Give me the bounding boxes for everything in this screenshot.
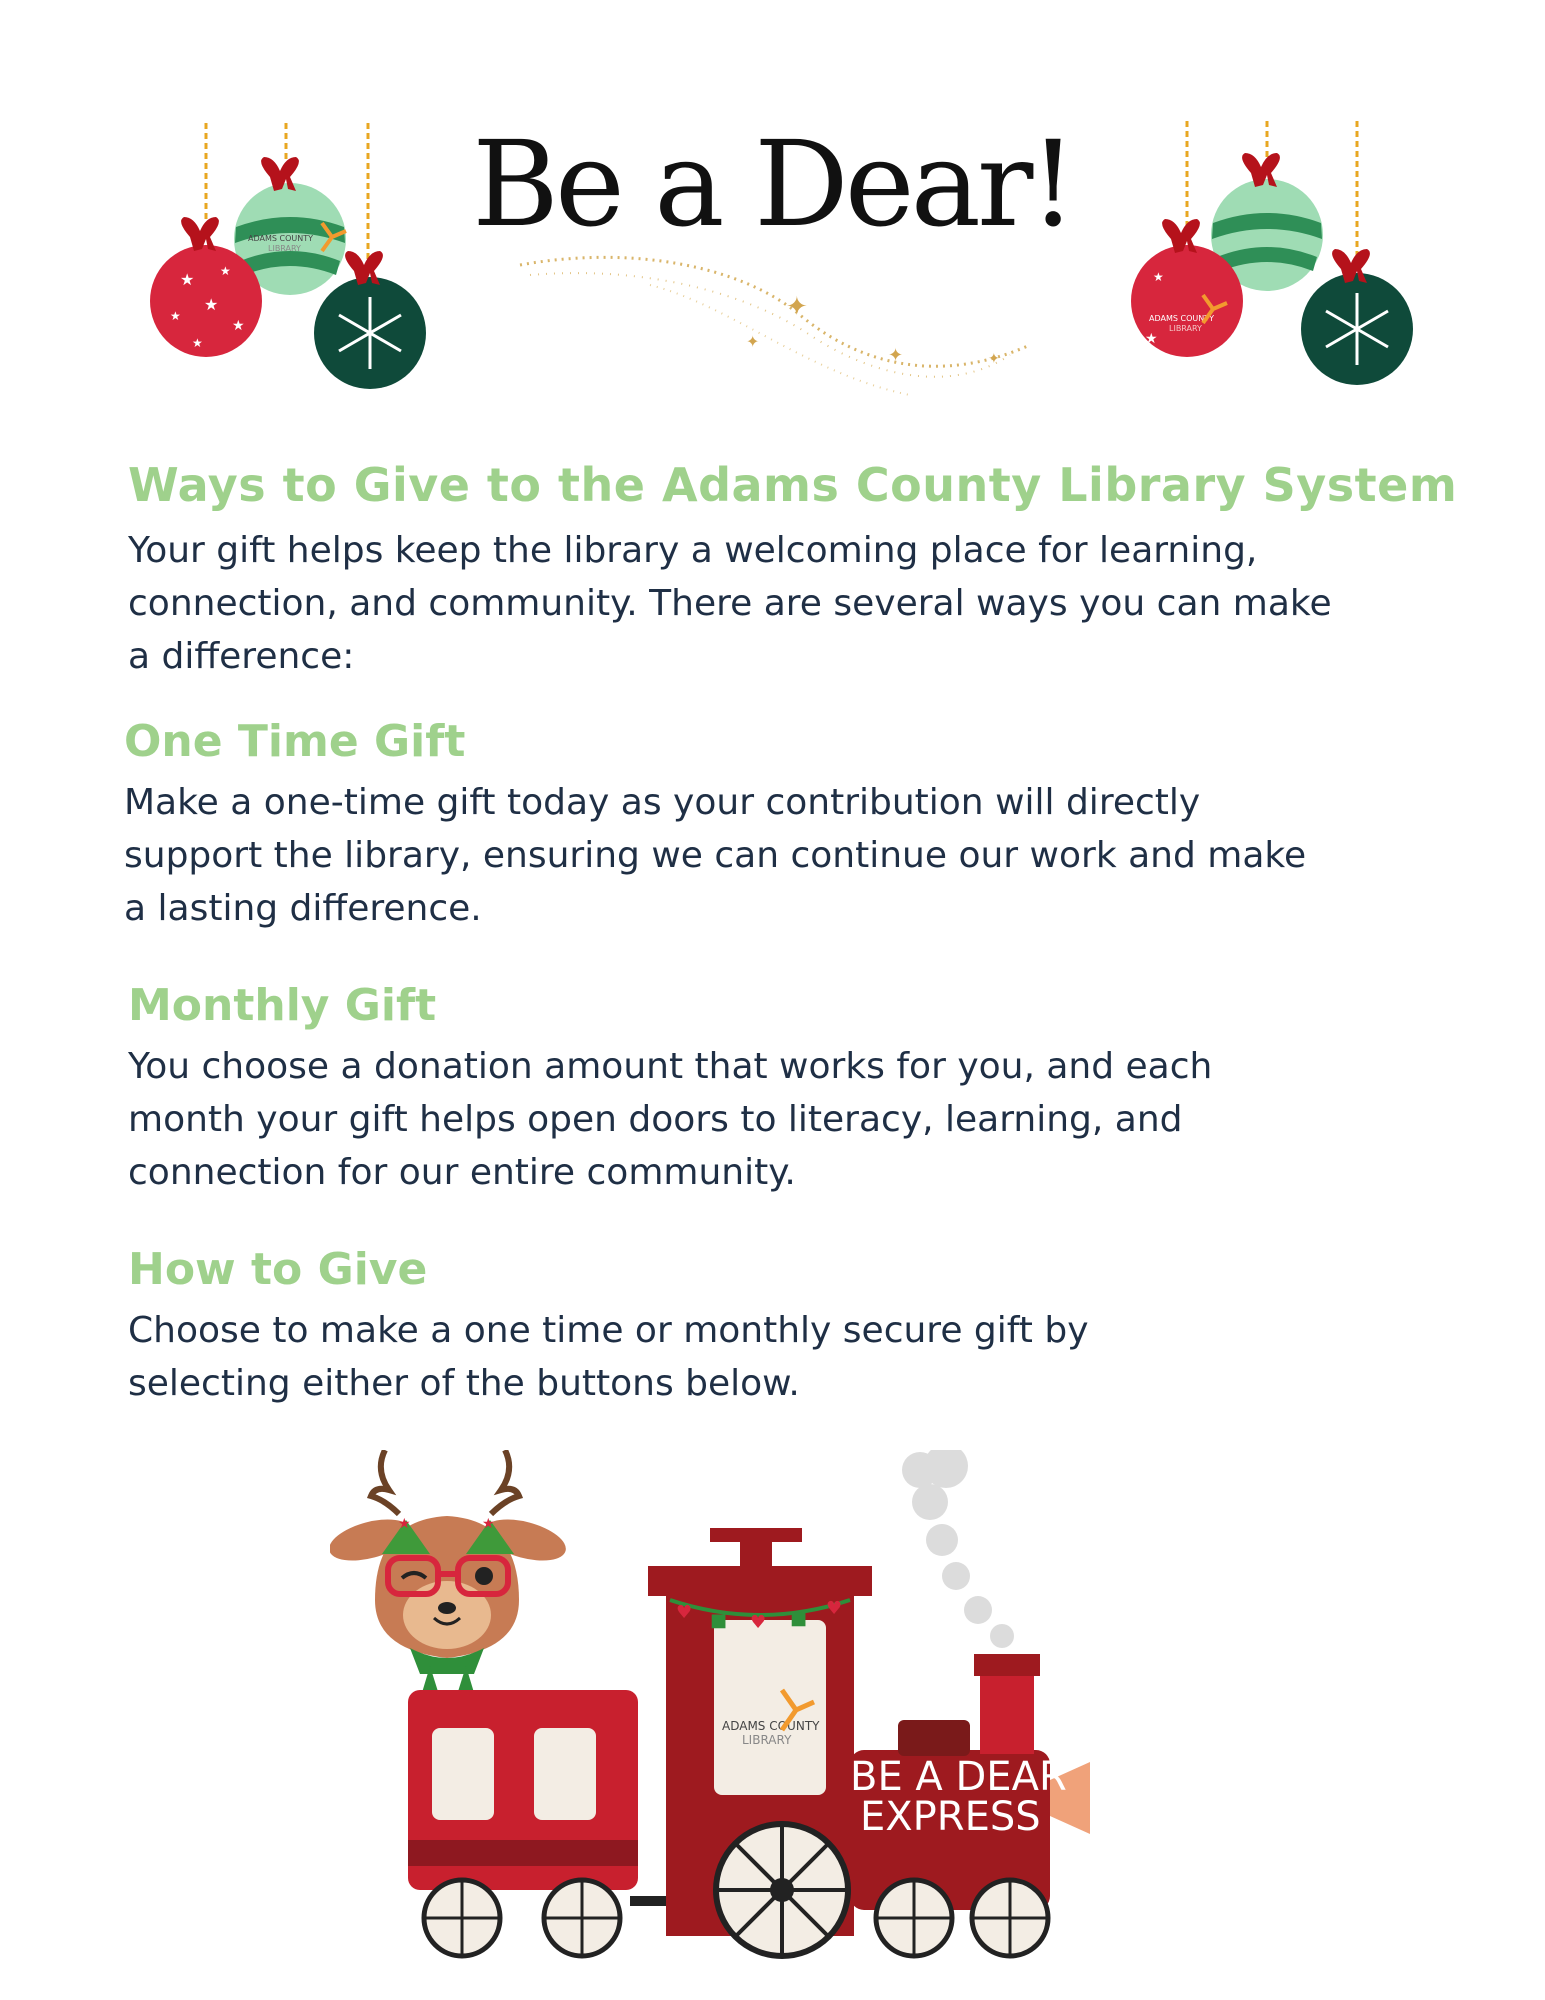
svg-text:✦: ✦ xyxy=(746,332,760,351)
ornament-logo-text-2: LIBRARY xyxy=(268,244,301,253)
one-time-gift-line: a lasting difference. xyxy=(124,888,482,929)
svg-text:★: ★ xyxy=(1145,331,1158,347)
intro-line: a difference: xyxy=(128,636,355,677)
svg-text:✦: ✦ xyxy=(988,351,1000,367)
monthly-gift-line: month your gift helps open doors to literacy, learning, and xyxy=(128,1099,1183,1140)
monthly-gift-line: connection for our entire community. xyxy=(128,1152,796,1193)
monthly-gift-paragraph xyxy=(128,1040,1212,1199)
svg-text:✦: ✦ xyxy=(786,292,808,322)
gold-sparkle-swoosh xyxy=(510,235,1050,445)
svg-text:★: ★ xyxy=(220,264,231,278)
monthly-gift-line: You choose a donation amount that works for you, and each xyxy=(128,1046,1213,1087)
svg-text:★: ★ xyxy=(204,295,219,314)
train-sign-line1: BE A DEAR xyxy=(850,1754,1067,1800)
ornament-logo-text-2: LIBRARY xyxy=(1169,324,1202,333)
how-to-give-line: Choose to make a one time or monthly secure gift by xyxy=(128,1310,1089,1351)
one-time-gift-paragraph xyxy=(124,776,1306,935)
train-car-icon xyxy=(408,1690,638,1956)
how-to-give-heading: How to Give xyxy=(128,1244,428,1295)
svg-text:★: ★ xyxy=(1153,270,1164,284)
svg-text:✦: ✦ xyxy=(888,345,904,366)
svg-text:★: ★ xyxy=(398,1516,411,1532)
svg-text:♥: ♥ xyxy=(826,1598,843,1619)
locomotive-icon xyxy=(648,1528,1090,1956)
svg-text:★: ★ xyxy=(170,309,181,323)
svg-text:■: ■ xyxy=(710,1610,728,1631)
be-a-dear-express-train xyxy=(330,1450,1130,1970)
red-star-ornament-icon xyxy=(150,245,262,357)
reindeer-icon xyxy=(330,1450,570,1706)
how-to-give-paragraph xyxy=(128,1304,1089,1410)
svg-text:★: ★ xyxy=(232,318,245,334)
one-time-gift-line: Make a one-time gift today as your contribution will directly xyxy=(124,782,1201,823)
one-time-gift-line: support the library, ensuring we can continue our work and make xyxy=(124,835,1307,876)
train-logo-text-2: LIBRARY xyxy=(742,1733,792,1747)
bow-icon xyxy=(1242,153,1280,187)
train-logo-text: ADAMS COUNTY xyxy=(722,1719,820,1733)
svg-text:■: ■ xyxy=(790,1608,808,1629)
red-logo-ornament-icon xyxy=(1131,245,1243,357)
bow-icon xyxy=(345,251,383,285)
monthly-gift-heading: Monthly Gift xyxy=(128,980,437,1031)
svg-text:★: ★ xyxy=(192,336,203,350)
ornament-logo-text: ADAMS COUNTY xyxy=(1149,314,1214,323)
ways-to-give-heading: Ways to Give to the Adams County Library System xyxy=(128,458,1458,512)
svg-text:★: ★ xyxy=(180,270,195,289)
how-to-give-line: selecting either of the buttons below. xyxy=(128,1363,800,1404)
svg-text:♥: ♥ xyxy=(676,1602,693,1623)
intro-line: Your gift helps keep the library a welcoming place for learning, xyxy=(128,530,1258,571)
snowflake-ornament-icon xyxy=(314,277,426,389)
steam-cloud-icon xyxy=(902,1450,1014,1648)
one-time-gift-heading: One Time Gift xyxy=(124,716,466,767)
bow-icon xyxy=(181,217,219,251)
page-title: Be a Dear! xyxy=(472,115,1073,253)
bow-icon xyxy=(1162,219,1200,253)
snowflake-ornament-icon xyxy=(1301,273,1413,385)
intro-line: connection, and community. There are several ways you can make xyxy=(128,583,1332,624)
train-sign-line2: EXPRESS xyxy=(860,1794,1041,1840)
intro-paragraph xyxy=(128,524,1332,683)
svg-text:★: ★ xyxy=(482,1516,495,1532)
ornaments-left xyxy=(140,115,450,395)
svg-text:♥: ♥ xyxy=(750,1612,767,1633)
ornament-logo-text: ADAMS COUNTY xyxy=(248,234,313,243)
ornaments-right xyxy=(1125,115,1435,395)
bow-icon xyxy=(261,157,299,191)
